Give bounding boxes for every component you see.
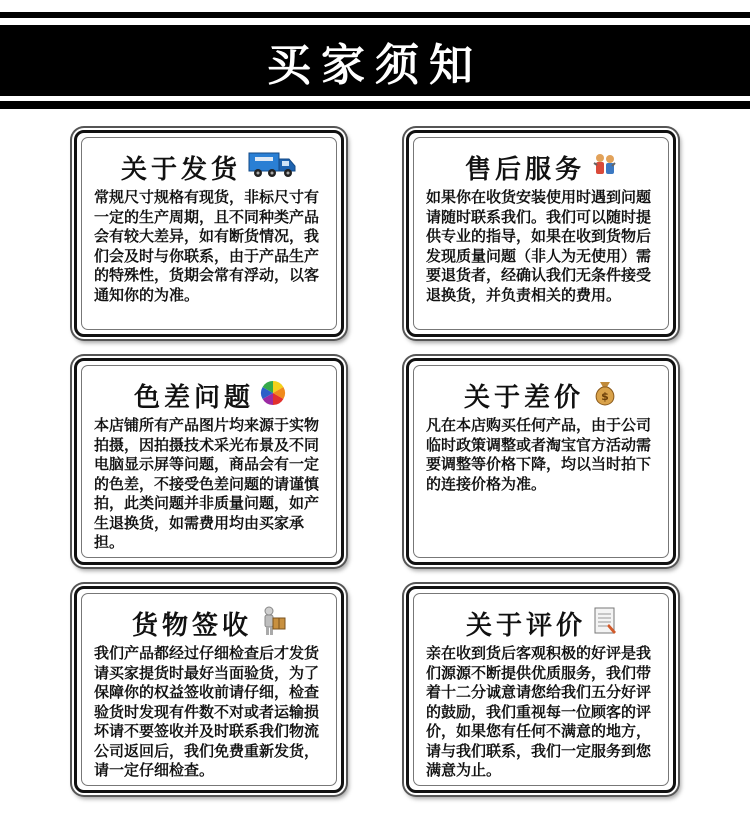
header-bottom-rule: [0, 101, 750, 109]
card-title: 色差问题: [133, 382, 254, 413]
review-document-icon: [592, 606, 618, 640]
card-text: 本店铺所有产品图片均来源于实物拍摄，因拍摄技术采光布景及不同电脑显示屏等问题，商品会有一定的色差，不接受色差问题的请谨慎拍，此类问题并非质量问题，如产生退换货，如需费用均由买家承担。: [94, 416, 320, 551]
card-title: 关于发货: [120, 154, 241, 185]
card-shipping: [74, 130, 344, 337]
card-title: 关于评价: [465, 610, 586, 641]
card-text: 亲在收到货后客观积极的好评是我们源源不断提供优质服务，我们带着十二分诚意请您给我们五分好评的鼓励，我们重视每一位顾客的评价，如果您有任何不满意的地方，请与我们联系，我们一定服务到您满意为止。: [426, 644, 652, 779]
card-price-difference: [406, 358, 676, 565]
card-text: 凡在本店购买任何产品，由于公司临时政策调整或者淘宝官方活动需要调整等价格下降，均以当时拍下的连接价格为准。: [426, 416, 652, 493]
delivery-truck-icon: [247, 150, 299, 184]
color-wheel-icon: [260, 380, 286, 410]
card-title: 关于差价: [463, 382, 584, 413]
card-reviews: [406, 586, 676, 793]
card-title: 货物签收: [131, 610, 252, 641]
svg-text:$: $: [601, 390, 609, 403]
page-title: 买家须知: [267, 39, 483, 91]
card-after-sales: [406, 130, 676, 337]
card-text: 常规尺寸规格有现货，非标尺寸有一定的生产周期，且不同种类产品会有较大差异，如有断货情况，我们会及时与你联系，由于产品生产的特殊性，货期会常有浮动，以客通知你的为准。: [94, 188, 320, 304]
card-text: 如果你在收货安装使用时遇到问题请随时联系我们。我们可以随时提供专业的指导，如果在收到货物后发现质量问题（非人为无使用）需要退货者，经确认我们无条件接受退换货，并负责相关的费用。: [426, 188, 652, 304]
header-banner: [0, 25, 750, 96]
header-top-rule: [0, 12, 750, 18]
card-color-difference: [74, 358, 344, 565]
card-title: 售后服务: [464, 154, 585, 185]
money-bag-icon: [590, 378, 620, 412]
card-goods-receipt: [74, 586, 344, 793]
service-people-icon: [591, 151, 619, 183]
card-text: 我们产品都经过仔细检查后才发货请买家提货时最好当面验货，为了保障你的权益签收前请仔细，检查验货时发现有件数不对或者运输损坏请不要签收并及时联系我们物流公司返回后，我们免费重新发货，请一定仔细检查。: [94, 644, 320, 779]
package-person-icon: [258, 605, 288, 641]
